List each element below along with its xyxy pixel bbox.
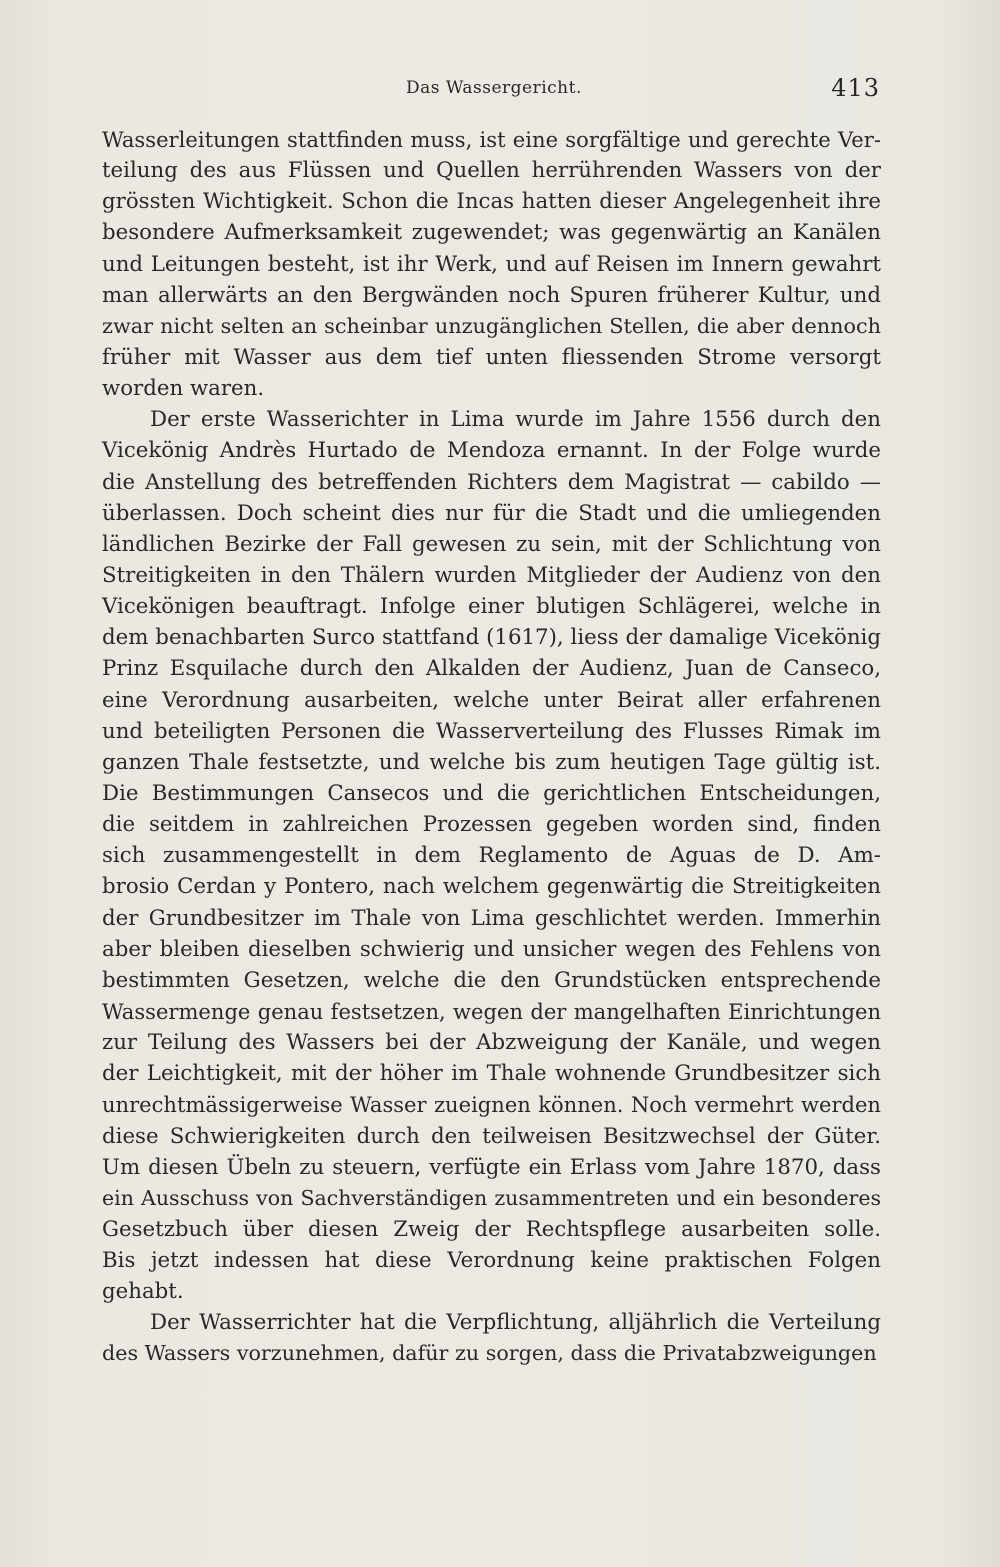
text-line: aber bleiben dieselben schwierig und unsicher wegen des Fehlens von xyxy=(102,936,881,962)
text-line: des Wassers vorzunehmen, dafür zu sorgen, dass die Privatabzweigungen xyxy=(102,1341,877,1366)
text-line: der Grundbesitzer im Thale von Lima geschlichtet werden. Immerhin xyxy=(102,905,881,931)
text-line: eine Verordnung ausarbeiten, welche unter Beirat aller erfahrenen xyxy=(102,687,881,713)
text-line: früher mit Wasser aus dem tief unten fliessenden Strome versorgt xyxy=(102,344,881,370)
text-line: ländlichen Bezirke der Fall gewesen zu sein, mit der Schlichtung von xyxy=(102,531,881,557)
text-line: die Anstellung des betreffenden Richters dem Magistrat — cabildo — xyxy=(102,469,881,495)
text-line: Wassermenge genau festsetzen, wegen der mangelhaften Einrichtungen xyxy=(102,998,881,1024)
text-line: zur Teilung des Wassers bei der Abzweigung der Kanäle, und wegen xyxy=(102,1030,881,1056)
text-line: ein Ausschuss von Sachverständigen zusammentreten und ein besonderes xyxy=(102,1185,881,1210)
text-line: gehabt. xyxy=(102,1279,184,1305)
text-line: besondere Aufmerksamkeit zugewendet; was gegenwärtig an Kanälen xyxy=(102,220,881,246)
text-line: und Leitungen besteht, ist ihr Werk, und auf Reisen im Innern gewahrt xyxy=(102,251,881,277)
text-line: Vicekönigen beauftragt. Infolge einer blutigen Schlägerei, welche in xyxy=(102,594,881,620)
text-line: Prinz Esquilache durch den Alkalden der Audienz, Juan de Canseco, xyxy=(102,656,881,682)
text-line: der Leichtigkeit, mit der höher im Thale wohnende Grundbesitzer sich xyxy=(102,1061,881,1087)
text-line: sich zusammengestellt in dem Reglamento de Aguas de D. Am- xyxy=(102,843,881,869)
text-line: Der erste Wasserichter in Lima wurde im Jahre 1556 durch den xyxy=(150,407,881,433)
text-line: dem benachbarten Surco stattfand (1617), liess der damalige Vicekönig xyxy=(102,625,881,651)
text-line: Bis jetzt indessen hat diese Verordnung keine praktischen Folgen xyxy=(102,1248,881,1274)
text-line: Streitigkeiten in den Thälern wurden Mitglieder der Audienz von den xyxy=(102,562,881,588)
running-head xyxy=(100,74,880,108)
text-line: die seitdem in zahlreichen Prozessen gegeben worden sind, finden xyxy=(102,812,881,838)
text-line: überlassen. Doch scheint dies nur für die Stadt und die umliegenden xyxy=(102,500,881,526)
text-line: zwar nicht selten an scheinbar unzugänglichen Stellen, die aber dennoch xyxy=(102,313,881,338)
text-line: Der Wasserrichter hat die Verpflichtung, alljährlich die Verteilung xyxy=(150,1310,881,1336)
text-line: Gesetzbuch über diesen Zweig der Rechtspflege ausarbeiten solle. xyxy=(102,1216,881,1242)
text-line: grössten Wichtigkeit. Schon die Incas hatten dieser Angelegenheit ihre xyxy=(102,189,881,215)
running-title: Das Wassergericht. xyxy=(406,78,582,98)
text-line: Wasserleitungen stattfinden muss, ist eine sorgfältige und gerechte Ver- xyxy=(102,127,881,152)
text-line: worden waren. xyxy=(102,376,265,402)
text-line: teilung des aus Flüssen und Quellen herrührenden Wassers von der xyxy=(102,158,881,184)
text-line: und beteiligten Personen die Wasserverteilung des Flusses Rimak im xyxy=(102,718,881,744)
text-line: ganzen Thale festsetzte, und welche bis zum heutigen Tage gültig ist. xyxy=(102,749,881,775)
text-line: man allerwärts an den Bergwänden noch Spuren früherer Kultur, und xyxy=(102,282,881,308)
text-line: bestimmten Gesetzen, welche die den Grundstücken entsprechende xyxy=(102,967,881,993)
text-line: Um diesen Übeln zu steuern, verfügte ein Erlass vom Jahre 1870, dass xyxy=(102,1154,881,1180)
page-number: 413 xyxy=(831,74,880,102)
text-line: unrechtmässigerweise Wasser zueignen können. Noch vermehrt werden xyxy=(102,1092,881,1118)
text-line: Die Bestimmungen Cansecos und die gerichtlichen Entscheidungen, xyxy=(102,780,881,806)
text-line: diese Schwierigkeiten durch den teilweisen Besitzwechsel der Güter. xyxy=(102,1123,881,1149)
text-line: brosio Cerdan y Pontero, nach welchem gegenwärtig die Streitigkeiten xyxy=(102,874,881,900)
text-line: Vicekönig Andrès Hurtado de Mendoza ernannt. In der Folge wurde xyxy=(102,438,881,464)
body-text xyxy=(102,124,881,1370)
